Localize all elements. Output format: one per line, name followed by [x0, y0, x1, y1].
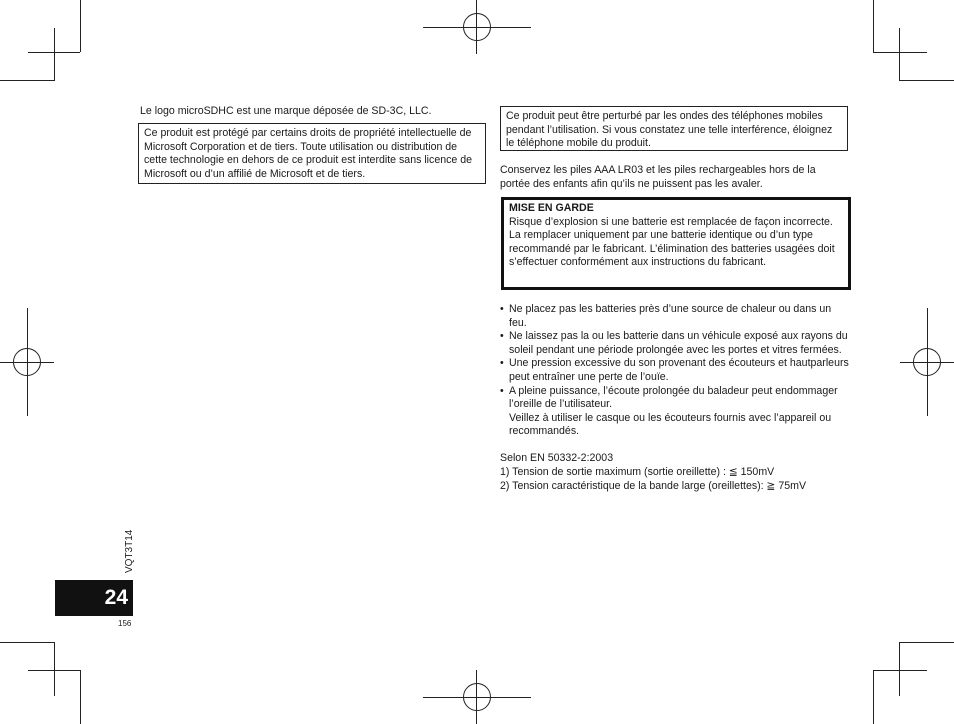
caution-heading: MISE EN GARDE — [509, 202, 594, 214]
crop-mark — [873, 670, 927, 671]
crop-mark — [0, 642, 54, 643]
footer-number: 156 — [118, 619, 132, 628]
crop-mark — [899, 80, 954, 81]
crop-mark — [873, 0, 874, 52]
list-item: • Ne laissez pas la ou les batterie dans un véhicule exposé aux rayons du soleil pendant une période prolongée avec les portes et vitres fermées. — [500, 330, 850, 357]
crop-mark — [28, 670, 80, 671]
page-number-tab — [55, 580, 133, 616]
safety-bullets — [500, 303, 850, 439]
crop-mark — [899, 642, 900, 696]
page-number: 24 — [104, 586, 128, 609]
list-item: • A pleine puissance, l’écoute prolongée du baladeur peut endommager l’oreille de l’utilisateur. Veillez à utiliser le casque ou les écouteurs fournis avec l’appareil ou recommandés. — [500, 385, 850, 439]
list-item: • Une pression excessive du son provenant des écouteurs et hautparleurs peut entraîner une perte de l’ouïe. — [500, 357, 850, 384]
standard-line: Selon EN 50332-2:2003 — [500, 452, 614, 464]
microsoft-notice-text: Ce produit est protégé par certains droits de propriété intellectuelle de Microsoft Corporation et de tiers. Toute utilisation ou distribution de cette technologie en dehors de ce produit est interdite sans licence de Microsoft ou d’un affilié de Microsoft et de tiers. — [144, 127, 473, 180]
crop-mark — [873, 52, 927, 53]
batteries-paragraph: Conservez les piles AAA LR03 et les piles rechargeables hors de la portée des enfants afin qu’ils ne puissent pas les avaler. — [500, 164, 816, 190]
crop-mark — [80, 0, 81, 52]
caution-box — [501, 197, 851, 290]
caution-body: Risque d’explosion si une batterie est remplacée de façon incorrecte. La remplacer uniquement par une batterie identique ou d’un type recommandé par le fabricant. L’élimination des batteries usagées doit s’effectuer conformément aux instructions du fabricant. — [509, 215, 835, 269]
crop-mark — [54, 28, 55, 81]
microsoft-notice-box — [138, 123, 486, 184]
phone-interference-text: Ce produit peut être perturbé par les ondes des téléphones mobiles pendant l’utilisation. Si vous constatez une telle interférence, éloignez le téléphone mobile du produit. — [506, 110, 833, 150]
crop-mark — [899, 642, 954, 643]
crop-mark — [899, 28, 900, 81]
spec-line-2: 2) Tension caractéristique de la bande large (oreillettes): ≧ 75mV — [500, 480, 807, 492]
model-code: VQT3T14 — [124, 529, 135, 573]
trademark-line: Le logo microSDHC est une marque déposée de SD-3C, LLC. — [140, 105, 432, 117]
list-item: • Ne placez pas les batteries près d’une source de chaleur ou dans un feu. — [500, 303, 850, 330]
phone-interference-box — [500, 106, 848, 151]
spec-line-1: 1) Tension de sortie maximum (sortie oreillette) : ≦ 150mV — [500, 466, 775, 478]
bullet-continuation: Veillez à utiliser le casque ou les écouteurs fournis avec l’appareil ou recommandés. — [509, 411, 832, 438]
crop-mark — [54, 642, 55, 696]
crop-mark — [80, 670, 81, 724]
crop-mark — [0, 80, 54, 81]
crop-mark — [873, 670, 874, 724]
